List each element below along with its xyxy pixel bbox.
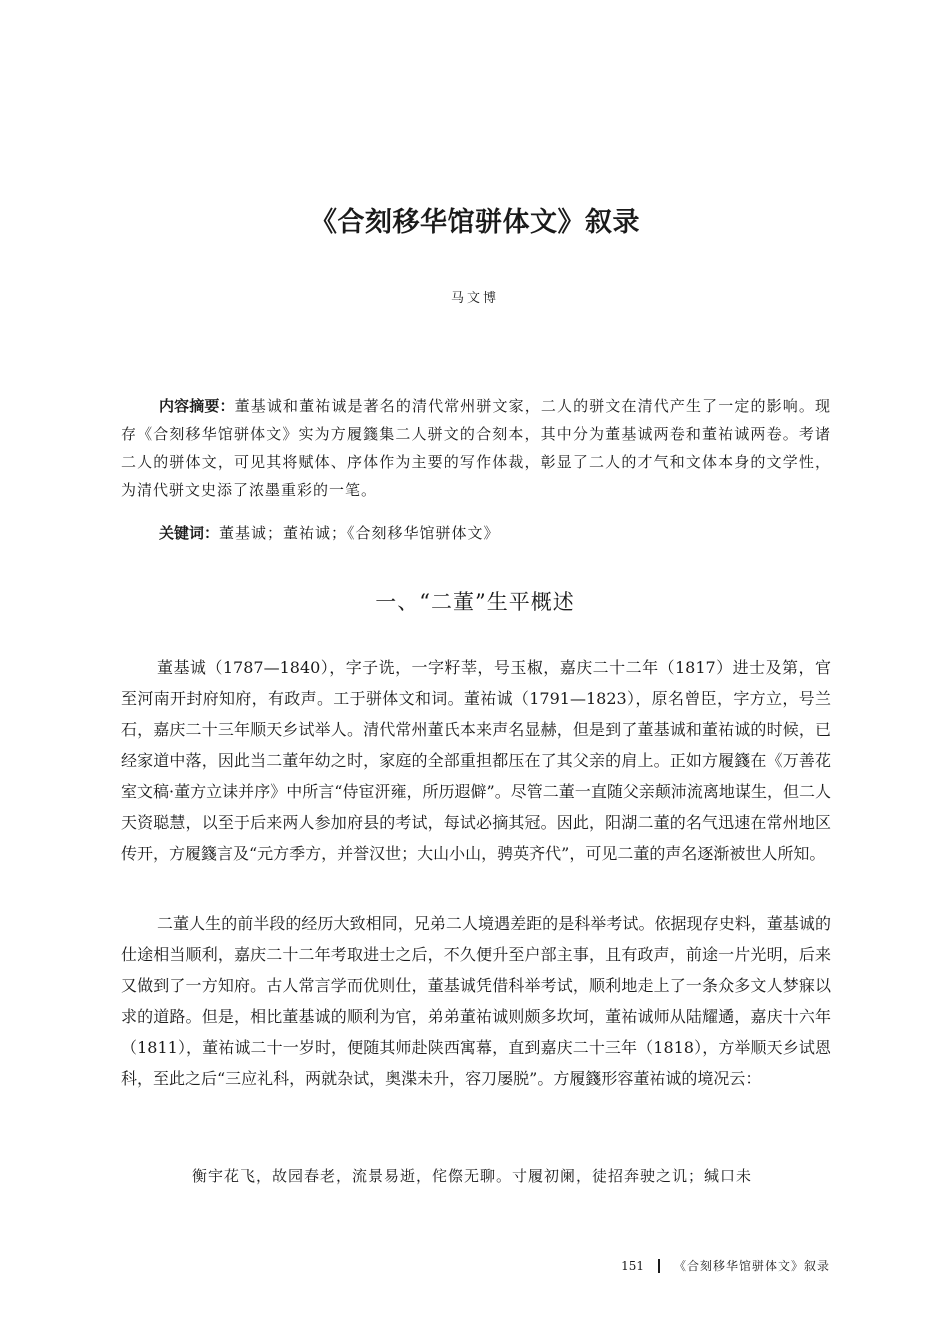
author-name: 马文博 (450, 291, 499, 306)
page-number: 151 (621, 1259, 644, 1273)
abstract-label: 内容摘要： (159, 397, 235, 415)
keywords-text: 董基诚；董祐诚；《合刻移华馆骈体文》 (219, 524, 500, 542)
article-title: 《合刻移华馆骈体文》叙录 (310, 207, 640, 238)
body-paragraph-2: 二董人生的前半段的经历大致相同，兄弟二人境遇差距的是科举考试。依据现存史料，董基诚的仕途相当顺利，嘉庆二十二年考取进士之后，不久便升至户部主事，且有政声，前途一片光明，后来又做到了一方知府。古人常言学而优则仕，董基诚凭借科举考试，顺利地走上了一条众多文人梦寐以求的道路。但是，相比董基诚的顺利为官，弟弟董祐诚则颇多坎坷，董祐诚师从陆耀遹，嘉庆十六年（1811），董祐诚二十一岁时，便随其师赴陕西寓幕，直到嘉庆二十三年（1818），方举顺天乡试恩科，至此之后“三应礼科，两就杂试，奥渫未升，容刀屡脱”。方履籛形容董祐诚的境况云： (121, 914, 831, 1088)
block-quote: 衡宇花飞，故园春老，流景易逝，侘傺无聊。寸履初阑，徒招奔驶之讥；缄口未 (192, 1167, 753, 1185)
running-title: 《合刻移华馆骈体文》叙录 (673, 1259, 830, 1273)
page-footer (621, 1256, 830, 1276)
keywords-label: 关键词： (159, 524, 220, 542)
keywords (121, 519, 831, 547)
body-paragraph-1: 董基诚（1787—1840），字子诜，一字籽莘，号玉椒，嘉庆二十二年（1817）进士及第，官至河南开封府知府，有政声。工于骈体文和词。董祐诚（1791—1823），原名曾臣，字方立，号兰石，嘉庆二十三年顺天乡试举人。清代常州董氏本来声名显赫，但是到了董基诚和董祐诚的时候，已经家道中落，因此当二董年幼之时，家庭的全部重担都压在了其父亲的肩上。正如方履籛在《万善花室文稿·董方立诔并序》中所言“侍宦汧雍，所历遐僻”。尽管二董一直随父亲颠沛流离地谋生，但二人天资聪慧，以至于后来两人参加府县的考试，每试必摘其冠。因此，阳湖二董的名气迅速在常州地区传开，方履籛言及“元方季方，并誉汉世；大山小山，骋英齐代”，可见二董的声名逐渐被世人所知。 (121, 658, 831, 863)
footer-divider (658, 1259, 660, 1273)
abstract (121, 392, 831, 504)
abstract-text: 董基诚和董祐诚是著名的清代常州骈文家，二人的骈文在清代产生了一定的影响。现存《合刻移华馆骈体文》实为方履籛集二人骈文的合刻本，其中分为董基诚两卷和董祐诚两卷。考诸二人的骈体文，可见其将赋体、序体作为主要的写作体裁，彰显了二人的才气和文体本身的文学性，为清代骈文史添了浓墨重彩的一笔。 (121, 397, 831, 499)
section-heading: 一、“二董”生平概述 (375, 590, 575, 614)
